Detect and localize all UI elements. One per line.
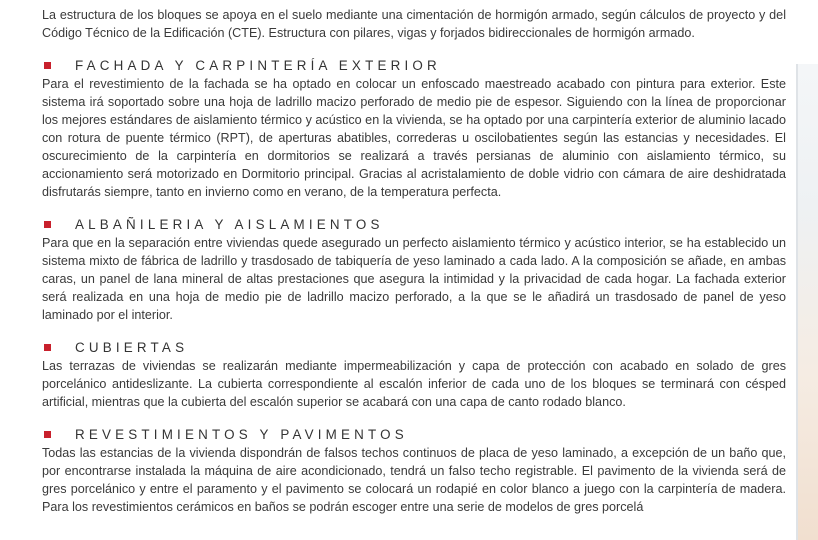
section-title: REVESTIMIENTOS Y PAVIMENTOS	[75, 426, 408, 442]
square-bullet-icon	[44, 431, 51, 438]
section-fachada	[42, 56, 786, 201]
section-revestimientos	[42, 425, 786, 516]
section-paragraph: Para que en la separación entre viviendas quede asegurado un perfecto aislamiento térmico y acústico interior, se ha establecido un sistema mixto de fábrica de ladrillo y trasdosado de tabiquería de yeso laminado a cada lado. A la composición se añade, en ambas caras, un panel de lana mineral de altas prestaciones que asegura la intimidad y la privacidad de cada hogar. La fachada exterior será realizada en una hoja de medio pie de ladrillo macizo perforado, a la que se le añadirá un trasdosado de panel de yeso laminado por el interior.	[42, 236, 786, 322]
section-title: CUBIERTAS	[75, 339, 189, 355]
section-cubiertas	[42, 338, 786, 411]
section-title: ALBAÑILERIA Y AISLAMIENTOS	[75, 216, 384, 232]
right-edge-line	[796, 64, 798, 540]
intro-paragraph: La estructura de los bloques se apoya en el suelo mediante una cimentación de hormigón armado, según cálculos de proyecto y del Código Técnico de la Edificación (CTE). Estructura con pilares, vigas y forjados bidireccionales de hormigón armado.	[42, 8, 786, 40]
section-paragraph: Para el revestimiento de la fachada se ha optado en colocar un enfoscado maestreado acabado con pintura para exterior. Este sistema irá soportado sobre una hoja de ladrillo macizo perforado de medio pie de espesor. Siguiendo con la línea de proporcionar los mejores estándares de aislamiento térmico y acústico en la vivienda, se ha optado por una carpintería exterior de aluminio lacado con rotura de puente térmico (RPT), de aperturas abatibles, correderas u oscilobatientes según las estancias y necesidades. El oscurecimiento de la carpintería en dormitorios se realizará a través persianas de aluminio con aislamiento térmico, su accionamiento será motorizado en Dormitorio principal. Gracias al acristalamiento de doble vidrio con cámara de aire deshidratada disfrutarás siempre, tanto en invierno como en verano, de la temperatura perfecta.	[42, 77, 786, 199]
square-bullet-icon	[44, 221, 51, 228]
document-page	[42, 6, 786, 516]
section-heading	[42, 56, 786, 74]
section-paragraph: Las terrazas de viviendas se realizarán mediante impermeabilización y capa de protección con acabado en solado de gres porcelánico antideslizante. La cubierta correspondiente al escalón inferior de cada uno de los bloques se terminará con césped artificial, mientras que la cubierta del escalón superior se acabará con una capa de canto rodado blanco.	[42, 359, 786, 409]
section-paragraph: Todas las estancias de la vivienda dispondrán de falsos techos continuos de placa de yeso laminado, a excepción de un baño que, por encontrarse instalada la máquina de aire acondicionado, tendrá un falso techo registrable. El pavimento de la vivienda será de gres porcelánico y entre el paramento y el pavimento se colocará un rodapié en color blanco a juego con la carpintería de madera. Para los revestimientos cerámicos en baños se podrán escoger entre una serie de modelos de gres porcelá	[42, 446, 786, 514]
square-bullet-icon	[44, 62, 51, 69]
section-heading	[42, 215, 786, 233]
right-edge-decoration	[796, 64, 818, 540]
square-bullet-icon	[44, 344, 51, 351]
section-heading	[42, 338, 786, 356]
section-title: FACHADA Y CARPINTERÍA EXTERIOR	[75, 57, 441, 73]
section-albanileria	[42, 215, 786, 324]
section-heading	[42, 425, 786, 443]
